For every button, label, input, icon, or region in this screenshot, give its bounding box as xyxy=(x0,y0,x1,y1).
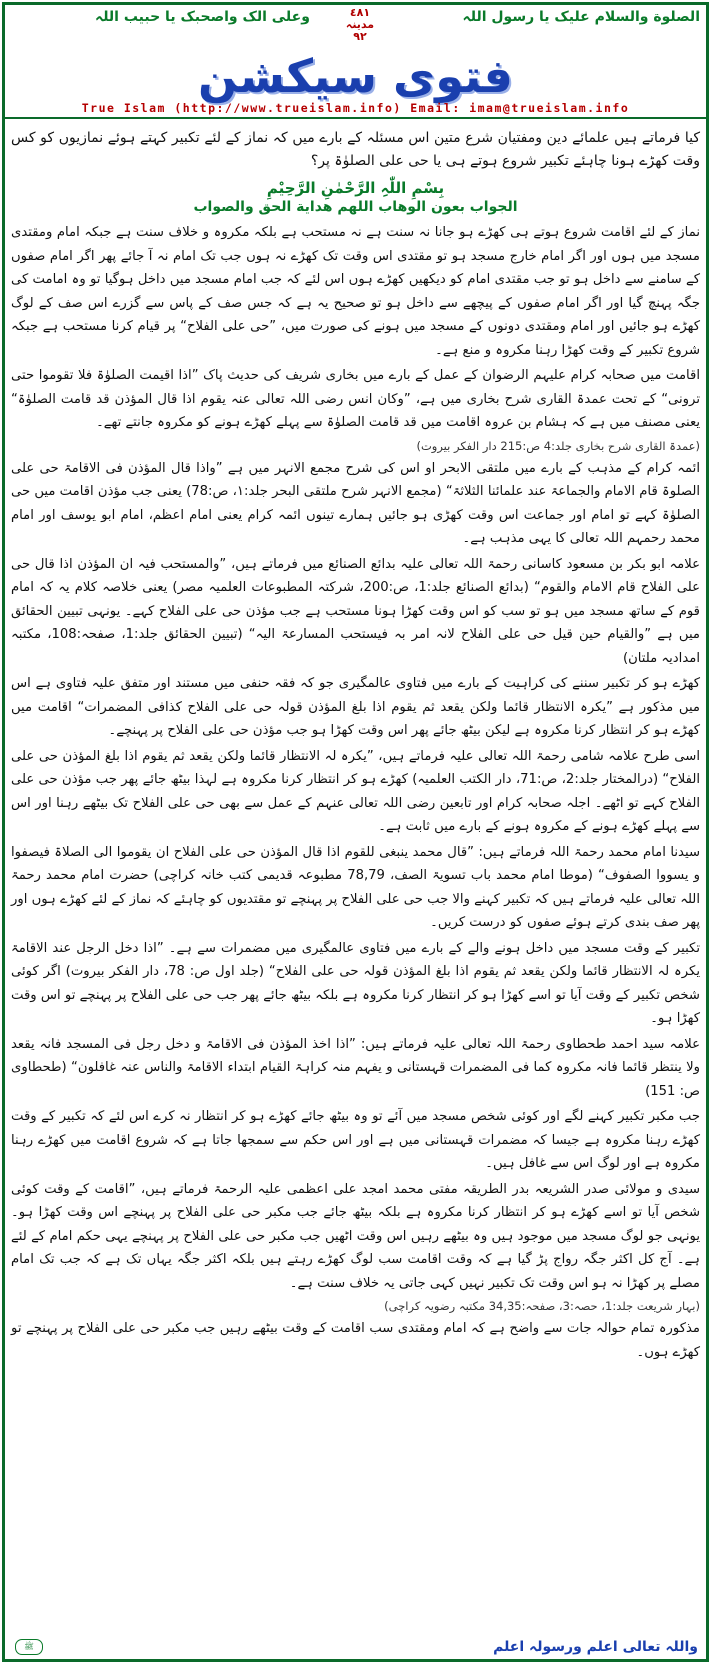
paragraph-3: ائمہ کرام کے مذہب کے بارے میں ملتقی الابحر او اس کی شرح مجمع الانہر میں ہے ”واذا قال المؤذن فی الاقامۃ حی علی الصلوۃ قام الامام والجماعۃ عند علمائنا الثلاثۃ“ (مجمع الانہر شرح ملتقی البحر جلد:۱، ص:78) یعنی جب مؤذن اقامت میں حی الصلوٰۃ کہے تو امام اور جماعت اس وقت کھڑی ہو جائیں ہمارے تینوں ائمہ کرام یعنی امام اعظم، امام ابو یوسف اور امام محمد رحمہم اللہ تعالی کا یہی مذہب ہے۔ xyxy=(11,460,700,546)
paragraph-4: علامہ ابو بکر بن مسعود کاسانی رحمۃ اللہ تعالی علیہ بدائع الصنائع میں فرماتے ہیں، ”والمستحب فیہ ان المؤذن اذا قال حی علی الفلاح قام الامام والقوم“ (بدائع الصنائع جلد:1، ص:200، شرکتہ المطبوعات العلمیہ مصر) یعنی خلاصہ کلام یہ کہ امام قوم کے ساتھ مسجد میں ہو تو سب کو اس وقت کھڑا ہونا مستحب ہے جب مؤذن حی علی الفلاح کہے۔ یونہی تبیین الحقائق میں ہے ”والقیام حین قیل حی علی الفلاح لانہ امر بہ فیستحب المسارعۃ الیہ“ (تبیین الحقائق جلد:1، صفحہ:108، مکتبہ امدادیہ ملتان) xyxy=(11,556,701,666)
salutation-left: وعلی الک واصحبک یا حبیب اللہ xyxy=(95,9,310,25)
closing-line xyxy=(15,1639,698,1655)
paragraph-11: سیدی و مولائی صدر الشریعہ بدر الطریقہ مفتی محمد امجد علی اعظمی علیہ الرحمۃ فرماتے ہیں، ”اقامت کے وقت کوئی شخص آیا تو اسے کھڑے ہو کر انتظار کرنا مکروہ ہے بلکہ بیٹھ جائے جب مکبر حی علی الفلاح پر پہنچے اس وقت کھڑا ہو۔ یونہی جو لوگ مسجد میں موجود ہیں وہ بیٹھے رہیں اس وقت اٹھیں جب مکبر حی علی الفلاح پر پہنچے یہی حکم امام کے لئے ہے۔ آج کل اکثر جگہ رواج پڑ گیا ہے کہ وقت اقامت سب لوگ کھڑے رہتے ہیں بلکہ اکثر جگہ یہاں تک ہے کہ جب تک امام مصلے پر کھڑا نہ ہو اس وقت تک تکبیر نہیں کہی جاتی یہ خلاف سنت ہے۔ xyxy=(11,1181,700,1291)
bismillah: بِسْمِ اللّٰہِ الرَّحْمٰنِ الرَّحِیْمِ xyxy=(266,179,445,197)
fatwa-body xyxy=(5,119,706,1364)
paragraph-6: اسی طرح علامہ شامی رحمۃ اللہ تعالی علیہ فرماتے ہیں، ”یکرہ لہ الانتظار قائما ولکن یقعد ثم یقوم اذا بلغ المؤذن حی علی الفلاح“ (درالمختار جلد:2، ص:71، دار الکتب العلمیہ) کھڑے ہو کر انتظار کرنا مکروہ ہے لہذا بیٹھ جائے پھر جب مؤذن حی علی الفلاح کہے تو اٹھے۔ اجلہ صحابہ کرام اور تابعین رضی اللہ تعالی عنہم کے عمل سے بھی حی علی الفلاح تک بیٹھے رہنا اور اس سے پہلے کھڑے ہونے کے مکروہ ہونے کے بارے میں ثابت ہے۔ xyxy=(11,748,701,834)
page-frame xyxy=(2,2,709,1662)
paragraph-10: جب مکبر تکبیر کہنے لگے اور کوئی شخص مسجد میں آئے تو وہ بیٹھ جائے کھڑے ہو کر انتظار نہ کرے اس لئے کہ تکبیر کے وقت کھڑے رہنا مکروہ ہے جیسا کہ مضمرات قہستانی میں ہے اور اس حکم سے سمجھا جاتا ہے کہ شروع اقامت میں کھڑے رہنا مکروہ ہے اور لوگ اس سے غافل ہیں۔ xyxy=(11,1109,700,1171)
series-number: ٩٢ xyxy=(353,30,367,43)
paragraph-5: کھڑے ہو کر تکبیر سننے کی کراہیت کے بارے میں فتاوی عالمگیری جو کہ فقہ حنفی میں مستند اور متفق علیہ فتاوی ہے اس میں مذکور ہے ”یکرہ الانتظار قائما ولکن یقعد ثم یقوم اذا بلغ المؤذن قولہ حی علی الفلاح کذافی المضمرات“ اقامت میں کھڑے ہو کر انتظار کرنا مکروہ ہے لیکن بیٹھ جائے پھر اس وقت کھڑا ہو جب مؤذن حی علی الفلاح پر پہنچے۔ xyxy=(11,676,700,738)
paragraph-1: نماز کے لئے اقامت شروع ہوتے ہی کھڑے ہو جانا نہ سنت ہے نہ مستحب ہے بلکہ مکروہ و خلاف سنت ہے جبکہ امام ومقتدی مسجد میں ہوں اور اگر امام خارج مسجد ہو تو مقتدی اس وقت تک کھڑے نہ ہوں جب تک امام نہ آ جائے پھر اگر امام صفوں کے سامنے سے داخل ہو تو جب مقتدی امام کو دیکھیں کھڑے ہوں اس لئے کہ جب امام مسجد میں داخل ہوگیا تو وہ امامت کی جگہ پہنچ گیا اور اگر امام صفوں کے پیچھے سے داخل ہو تو صحیح یہ ہے کہ جس صف کے پاس سے گزرے اس صف کے لوگ کھڑے ہو جائیں اور امام ومقتدی دونوں کے مسجد میں ہونے کی صورت میں، ”حی علی الفلاح“ پر قیام کرنا مستحب ہے جبکہ شروع تکبیر کے وقت کھڑا رہنا مکروہ و منع ہے۔ xyxy=(11,225,700,358)
fatwa-number: ٤٨١ xyxy=(349,6,371,19)
paragraph-9: علامہ سید احمد طحطاوی رحمۃ اللہ تعالی علیہ فرماتے ہیں: ”اذا اخذ المؤذن فی الاقامۃ و دخل رجل فی المسجد فانہ یقعد ولا ینتظر قائما فانہ مکروہ کما فی المضمرات قہستانی و یفہم منہ کراہۃ القیام ابتداء الاقامۃ والناس عنہ غافلون“ (طحطاوی ص: 151) xyxy=(11,1036,700,1099)
fatwa-meta xyxy=(325,7,395,43)
conclusion-text: مذکورہ تمام حوالہ جات سے واضح ہے کہ امام ومقتدی سب اقامت کے وقت بیٹھے رہیں جب مکبر حی علی الفلاح پر پہنچے تو کھڑے ہوں۔ xyxy=(11,1321,700,1360)
reference-bahar: (بہار شریعت جلد:1، حصہ:3، صفحہ:34,35 مکتبہ رضویہ کراچی) xyxy=(384,1299,700,1313)
city-label: مدینہ xyxy=(345,18,375,31)
site-contact-line: True Islam (http://www.trueislam.info) Email: imam@trueislam.info xyxy=(81,101,630,115)
answer-opening: الجواب بعون الوهاب اللهم هداية الحق والصواب xyxy=(193,199,518,215)
question-text: کیا فرماتے ہیں علمائے دین ومفتیان شرع متین اس مسئلہ کے بارے میں کہ نماز کے لئے تکبیر کہتے ہوئے نمازیوں کو کس وقت کھڑے ہونا چاہئے تکبیر شروع ہوتے ہی یا حی علی الصلوٰۃ پر؟ xyxy=(11,130,700,169)
seal-icon: ﷺ xyxy=(15,1639,43,1655)
closing-text: واللہ تعالی اعلم ورسولہ اعلم xyxy=(493,1639,698,1655)
header xyxy=(5,5,706,119)
paragraph-7: سیدنا امام محمد رحمۃ اللہ فرماتے ہیں: ”قال محمد ینبغی للقوم اذا قال المؤذن حی علی الفلاح ان یقوموا الی الصلاۃ فیصفوا و یسووا الصفوف“ (موطا امام محمد باب تسویۃ الصف، 78,79 مطبوعہ قدیمی کتب خانہ کراچی) حضرت امام محمد رحمۃ اللہ تعالی علیہ فرماتے ہیں کہ تکبیر کہنے والا جب حی علی الفلاح پر پہنچے تو مقتدیوں کو چاہئے کہ نماز کے لئے کھڑے ہوں اور پھر صف بندی کرتے ہوئے صفوں کو درست کریں۔ xyxy=(11,844,700,930)
salutation-right: الصلوة والسلام علیک یا رسول اللہ xyxy=(462,9,700,25)
page-title: فتوی سیکشن xyxy=(198,49,513,103)
paragraph-2: اقامت میں صحابہ کرام علیہم الرضوان کے عمل کے بارے میں بخاری شریف کی حدیث پاک ”اذا اقیمت الصلوٰۃ فلا تقوموا حتی ترونی“ کے تحت عمدۃ القاری شرح بخاری میں ہے، ”وکان انس رضی اللہ تعالی عنہ یقوم اذا قال المؤذن قد قامت الصلوٰۃ“ یعنی مصنف میں ہے کہ ہشام بن عروہ اقامت میں قد قامت الصلوٰۃ سے پہلے کھڑے ہونے کو مکروہ جانتے تھے۔ xyxy=(11,368,700,430)
paragraph-8: تکبیر کے وقت مسجد میں داخل ہونے والے کے بارے میں فتاوی عالمگیری میں مضمرات سے ہے۔ ”اذا دخل الرجل عند الاقامۃ یکرہ لہ الانتظار قائما ولکن یقعد ثم یقوم اذا بلغ المؤذن قولہ حی علی الفلاح“ (جلد اول ص: 78، دار الفکر بیروت) اگر کوئی شخص تکبیر کے وقت آیا تو اسے کھڑا ہو کر انتظار کرنا مکروہ ہے بلکہ بیٹھ جائے پھر جب حی علی الفلاح پر پہنچے تو اس وقت کھڑا ہو۔ xyxy=(11,940,701,1026)
reference-umdat: (عمدۃ القاری شرح بخاری جلد:4 ص:215 دار الفکر بیروت) xyxy=(416,438,700,453)
